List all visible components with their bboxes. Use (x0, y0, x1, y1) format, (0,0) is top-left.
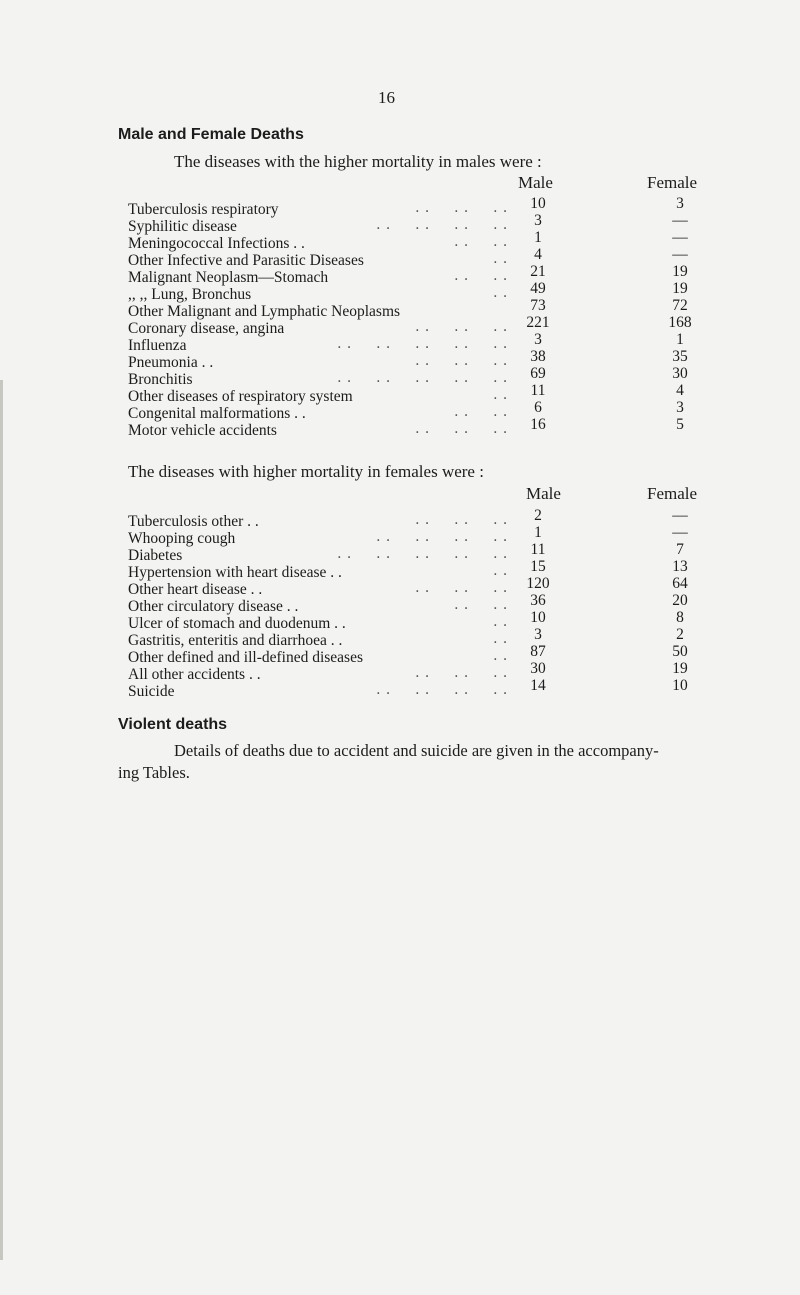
male-count: 2 (534, 507, 542, 524)
males-intro-text: The diseases with the higher mortality in males were : (174, 152, 542, 171)
male-count: 11 (530, 382, 546, 399)
leader-dots: . . . . (454, 403, 508, 420)
leader-dots: . . . . . . (415, 318, 508, 335)
male-count: 3 (534, 212, 542, 229)
row-label: Other Infective and Parasitic Diseases (128, 252, 364, 269)
leader-dots: . . . . (454, 596, 508, 613)
male-count: 11 (530, 541, 546, 558)
female-count: 1 (676, 331, 684, 348)
male-count: 4 (534, 246, 542, 263)
leader-dots: . . . . . . (415, 199, 508, 216)
violent-deaths-paragraph (118, 740, 788, 784)
female-count: — (672, 229, 688, 246)
leader-dots: . . (493, 630, 508, 647)
females-intro-text: The diseases with higher mortality in females were : (128, 462, 484, 481)
row-label: Other defined and ill-defined diseases (128, 649, 363, 666)
row-label: Other heart disease . . (128, 581, 263, 598)
male-count: 87 (530, 643, 546, 660)
column-header-male: Male (518, 173, 553, 192)
female-count: 10 (672, 677, 688, 694)
leader-dots: . . . . . . . . . . (337, 335, 508, 352)
leader-dots: . . . . . . (415, 352, 508, 369)
leader-dots: . . . . (454, 233, 508, 250)
row-label: Other Malignant and Lymphatic Neoplasms (128, 303, 401, 320)
leader-dots: . . . . . . . . . . (337, 369, 508, 386)
male-count: 15 (530, 558, 546, 575)
male-count: 1 (534, 229, 542, 246)
male-count: 1 (534, 524, 542, 541)
male-count: 21 (530, 263, 546, 280)
leader-dots: . . . . . . . . (376, 681, 508, 698)
row-label: Congenital malformations . . (128, 405, 306, 422)
female-count: 3 (676, 399, 684, 416)
row-label: Other diseases of respiratory system (128, 388, 353, 405)
paragraph-line-1: Details of deaths due to accident and suicide are given in the accompany- (174, 741, 659, 760)
row-label: Tuberculosis respiratory (128, 201, 279, 218)
leader-dots: . . . . . . . . . . (337, 545, 508, 562)
leader-dots: . . (493, 250, 508, 267)
female-count: 5 (676, 416, 684, 433)
row-label: Other circulatory disease . . (128, 598, 299, 615)
section-heading-male-female-deaths: Male and Female Deaths (118, 126, 304, 143)
female-count: 20 (672, 592, 688, 609)
female-count: 3 (676, 195, 684, 212)
row-label: Diabetes (128, 547, 183, 564)
leader-dots: . . (493, 613, 508, 630)
page-number: 16 (378, 88, 395, 107)
female-count: 4 (676, 382, 684, 399)
female-count: — (672, 507, 688, 524)
male-count: 3 (534, 626, 542, 643)
male-count: 10 (530, 195, 546, 212)
row-label: All other accidents . . (128, 666, 261, 683)
female-count: 7 (676, 541, 684, 558)
leader-dots: . . . . . . . . (376, 216, 508, 233)
male-count: 16 (530, 416, 546, 433)
female-count: 13 (672, 558, 688, 575)
row-label: Pneumonia . . (128, 354, 214, 371)
male-count: 120 (526, 575, 550, 592)
female-count: — (672, 212, 688, 229)
leader-dots: . . . . . . (415, 579, 508, 596)
male-count: 49 (530, 280, 546, 297)
male-count: 30 (530, 660, 546, 677)
paragraph-line-2: ing Tables. (118, 763, 190, 782)
row-label: Malignant Neoplasm—Stomach (128, 269, 329, 286)
male-count: 14 (530, 677, 546, 694)
male-count: 221 (526, 314, 550, 331)
row-label: ,, ,, Lung, Bronchus (128, 286, 252, 303)
row-label: Whooping cough (128, 530, 236, 547)
female-count: 35 (672, 348, 688, 365)
leader-dots: . . . . . . . . (376, 528, 508, 545)
female-count: 8 (676, 609, 684, 626)
male-count: 3 (534, 331, 542, 348)
leader-dots: . . . . . . (415, 420, 508, 437)
row-label: Coronary disease, angina (128, 320, 285, 337)
column-header-female: Female (647, 173, 698, 192)
row-label: Tuberculosis other . . (128, 513, 259, 530)
row-label: Suicide (128, 683, 175, 700)
female-count: 19 (672, 660, 688, 677)
row-label: Hypertension with heart disease . . (128, 564, 342, 581)
leader-dots: . . . . . . (415, 664, 508, 681)
female-count: 50 (672, 643, 688, 660)
leader-dots: . . . . (454, 267, 508, 284)
leader-dots: . . . . . . (415, 511, 508, 528)
female-count: 19 (672, 263, 688, 280)
leader-dots: . . (493, 647, 508, 664)
leader-dots: . . (493, 562, 508, 579)
male-count: 10 (530, 609, 546, 626)
row-label: Ulcer of stomach and duodenum . . (128, 615, 346, 632)
row-label: Motor vehicle accidents (128, 422, 277, 439)
male-count: 38 (530, 348, 546, 365)
male-count: 36 (530, 592, 546, 609)
male-count: 69 (530, 365, 546, 382)
leader-dots: . . (493, 284, 508, 301)
female-count: — (672, 524, 688, 541)
female-count: 19 (672, 280, 688, 297)
leader-dots: . . (493, 386, 508, 403)
male-count: 6 (534, 399, 542, 416)
row-label: Syphilitic disease (128, 218, 237, 235)
female-count: 64 (672, 575, 688, 592)
female-count: 72 (672, 297, 688, 314)
female-count: — (672, 246, 688, 263)
row-label: Gastritis, enteritis and diarrhoea . . (128, 632, 343, 649)
section-heading-violent-deaths: Violent deaths (118, 716, 228, 733)
column-header-male-2: Male (526, 484, 561, 503)
row-label: Influenza (128, 337, 187, 354)
female-count: 2 (676, 626, 684, 643)
female-count: 30 (672, 365, 688, 382)
row-label: Meningococcal Infections . . (128, 235, 305, 252)
row-label: Bronchitis (128, 371, 193, 388)
page-edge-shadow (0, 380, 3, 1260)
column-header-female-2: Female (647, 484, 698, 503)
female-count: 168 (668, 314, 692, 331)
male-count: 73 (530, 297, 546, 314)
